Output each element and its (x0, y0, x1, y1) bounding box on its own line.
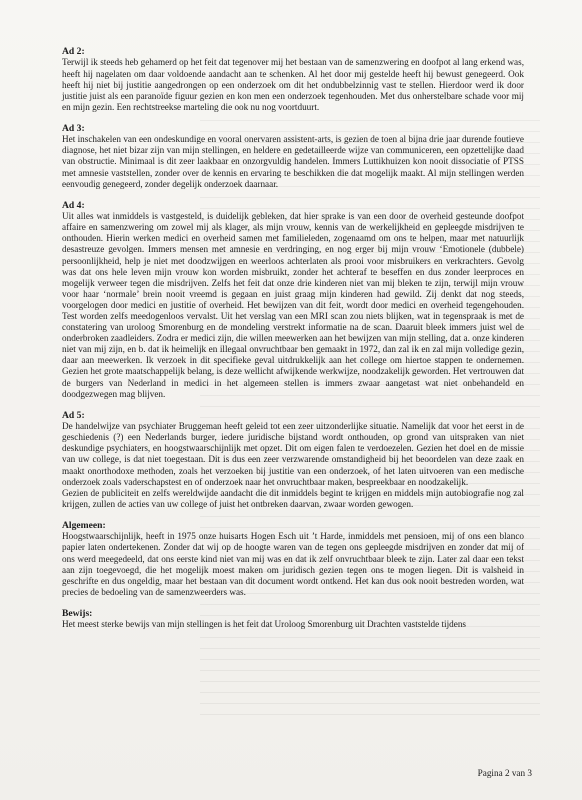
section-heading: Ad 2: (62, 46, 85, 57)
section-algemeen (62, 520, 524, 598)
section-bewijs (62, 608, 524, 631)
section-ad4 (62, 200, 524, 400)
section-ad3 (62, 123, 524, 190)
section-paragraph: Het meest sterke bewijs van mijn stellingen is het feit dat Uroloog Smorenburg uit Drachten vaststelde tijdens (62, 619, 466, 630)
section-heading: Ad 4: (62, 199, 85, 211)
section-ad2 (62, 46, 524, 113)
section-heading: Algemeen: (62, 519, 106, 531)
section-heading: Ad 5: (62, 409, 85, 421)
section-paragraph: Hoogstwaarschijnlijk, heeft in 1975 onze huisarts Hogen Esch uit ’t Harde, inmiddels met pensioen, mij of ons een blanco papier laten ondertekenen. Zonder dat wij op de hoogte waren van de tegen ons gepleegde misdrijven en zonder dat mij of ons werd meegedeeld, dat ons eerste kind niet van mij was en dat ik zelf onvruchtbaar bleek te zijn. Later zal daar een tekst aan zijn toegevoegd, die het mogelijk moest maken om juridisch gezien tegen ons te mogen liegen. Dit is valsheid in geschrifte en dus ongeldig, maar het bestaan van dit document wordt ontkend. Het kan dus ook nooit bestreden worden, wat precies de bedoeling van de samenzweerders was. (62, 531, 524, 597)
document-body (62, 46, 524, 640)
section-heading: Bewijs: (62, 607, 93, 619)
page-number: Pagina 2 van 3 (477, 768, 532, 778)
section-paragraph: Het inschakelen van een ondeskundige en vooral onervaren assistent-arts, is gezien de toen al bijna drie jaar durende foutieve diagnose, het niet bizar zijn van mijn stellingen, en heldere en gedetailleerde wijze van communiceren, een opzettelijke daad van obstructie. Minimaal is dit zeer laakbaar en onzorgvuldig handelen. Immers Luttikhuizen kon nooit dissociatie of PTSS met amnesie vaststellen, zonder over de kennis en ervaring te beschikken die dat mogelijk maakt. Al mijn stellingen werden eenvoudig genegeerd, zonder degelijk onderzoek daarnaar. (62, 134, 524, 189)
section-paragraph: Gezien de publiciteit en zelfs wereldwijde aandacht die dit inmiddels begint te krijgen en middels mijn autobiografie nog zal krijgen, zullen de acties van uw college of juist het ontbreken daarvan, zwaar worden gewogen. (62, 487, 524, 509)
section-paragraph: De handelwijze van psychiater Bruggeman heeft geleid tot een zeer uitzonderlijke situatie. Namelijk dat voor het eerst in de geschiedenis (?) een Nederlands burger, iedere juridische bijstand wordt onthouden, op grond van uitspraken van niet deskundige psychiaters, en hoogstwaarschijnlijk met opzet. Dit om eigen falen te verdoezelen. Gezien het doel en de missie van uw college, is dat niet toegestaan. Dit is dus een zeer verzwarende omstandigheid bij het beoordelen van deze zaak en maakt onorthodoxe methoden, zoals het verzoeken bij justitie van een onderzoek, of het laten uitvoeren van een medische onderzoek zoals vaderschapstest en of onderzoek naar het onvruchtbaar maken, bespreekbaar en noodzakelijk. (62, 421, 524, 487)
section-ad5 (62, 410, 524, 510)
section-heading: Ad 3: (62, 122, 85, 134)
section-paragraph: Terwijl ik steeds heb gehamerd op het feit dat tegenover mij het bestaan van de samenzwering en doofpot al lang erkend was, heeft hij nagelaten om daar voldoende aandacht aan te schenken. Al het door mij gestelde heeft hij bewust genegeerd. Ook heeft hij niet bij justitie aangedrongen op een onderzoek om dit het ondubbelzinnig vast te stellen. Hierdoor werd ik door justitie juist als een paranoïde figuur gezien en kon men een onderzoek tegenhouden. Met dus onherstelbare schade voor mij en mijn gezin. Een rechtstreekse marteling die ook nu nog voortduurt. (62, 57, 524, 112)
section-paragraph: Uit alles wat inmiddels is vastgesteld, is duidelijk gebleken, dat hier sprake is van een door de overheid gesteunde doofpot affaire en samenzwering om zowel mij als klager, als mijn vrouw, kennis van de werkelijkheid en gepleegde misdrijven te onthouden. Hierin werken medici en overheid samen met familieleden, zogenaamd om ons te helpen, maar met natuurlijk desastreuze gevolgen. Immers mensen met amnesie en verdringing, en nog erger bij mijn vrouw ‘Emotionele (dubbele) persoonlijkheid, help je niet met doodzwijgen en weerloos achterlaten als prooi voor misbruikers en verkrachters. Gevolg was dat ons hele leven mijn vrouw kon worden misbruikt, zonder het achteraf te beseffen en dus zonder leerproces en mogelijk verweer tegen die misdrijven. Zelfs het feit dat onze drie kinderen niet van mij bleken te zijn, terwijl mijn vrouw voor haar ‘normale’ brein nooit vreemd is gegaan en juist graag mijn kinderen had gewild. Zij denkt dat nog steeds, voorgelogen door medici en justitie of overheid. Het bewijzen van dit feit, wordt door medici en overheid tegengehouden. Test worden zelfs meedogenloos vervalst. Uit het verslag van een MRI scan zou niets blijken, wat in tegenspraak is met de constatering van uroloog Smorenburg en de mondeling verstrekt informatie na de scan. Daaruit bleek immers juist wel de onderbroken zaadleiders. Zodra er medici zijn, die willen meewerken aan het bewijzen van mijn stelling, dat a. onze kinderen niet van mij zijn, en b. dat ik heimelijk en illegaal onvruchtbaar ben gemaakt in 1972, dan zal ik en zal mijn volledige gezin, daar aan meewerken. Ik verzoek in dit specifieke geval uitdrukkelijk aan het college om hiertoe stappen te ondernemen. Gezien het grote maatschappelijk belang, is deze wellicht afwijkende werkwijze, noodzakelijk geworden. Het vertrouwen dat de burgers van Nederland in medici in het algemeen stellen is immers zwaar aangetast wat niet onbehandeld en doodgezwegen mag blijven. (62, 211, 524, 399)
